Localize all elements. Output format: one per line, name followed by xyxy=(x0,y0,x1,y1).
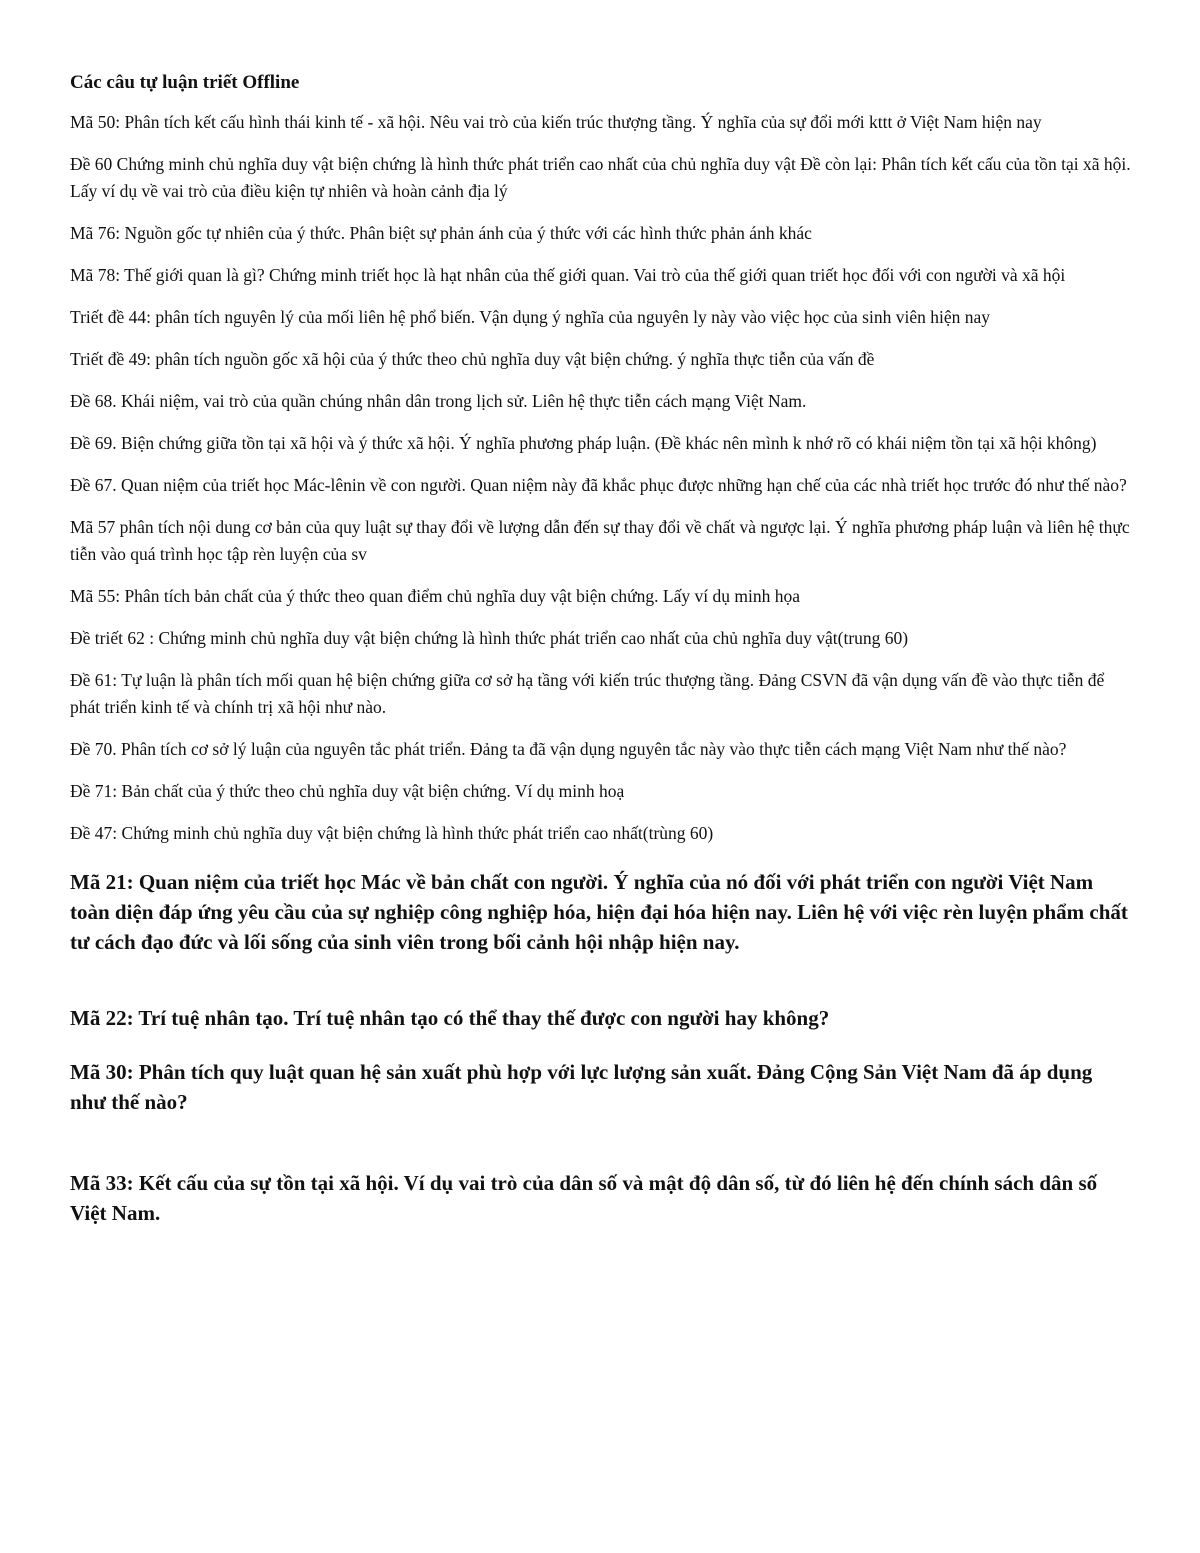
document-page xyxy=(70,70,1132,1228)
question-ma-33: Mã 33: Kết cấu của sự tồn tại xã hội. Ví dụ vai trò của dân số và mật độ dân số, từ đó liên hệ đến chính sách dân số Việt Nam. xyxy=(70,1171,1098,1225)
question-ma-57: Mã 57 phân tích nội dung cơ bản của quy luật sự thay đổi về lượng dẫn đến sự thay đổi về chất và ngược lại. Ý nghĩa phương pháp luận và liên hệ thực tiễn vào quá trình học tập rèn luyện của sv xyxy=(70,517,1130,564)
question-de-47: Đề 47: Chứng minh chủ nghĩa duy vật biện chứng là hình thức phát triển cao nhất(trùng 60) xyxy=(70,823,714,843)
question-de-68: Đề 68. Khái niệm, vai trò của quần chúng nhân dân trong lịch sử. Liên hệ thực tiễn cách mạng Việt Nam. xyxy=(70,391,807,411)
question-de-71: Đề 71: Bản chất của ý thức theo chủ nghĩa duy vật biện chứng. Ví dụ minh hoạ xyxy=(70,781,625,801)
question-de-67: Đề 67. Quan niệm của triết học Mác-lênin về con người. Quan niệm này đã khắc phục được những hạn chế của các nhà triết học trước đó như thế nào? xyxy=(70,475,1127,495)
question-de-62: Đề triết 62 : Chứng minh chủ nghĩa duy vật biện chứng là hình thức phát triển cao nhất của chủ nghĩa duy vật(trung 60) xyxy=(70,628,909,648)
question-ma-30: Mã 30: Phân tích quy luật quan hệ sản xuất phù hợp với lực lượng sản xuất. Đảng Cộng Sản Việt Nam đã áp dụng như thế nào? xyxy=(70,1060,1093,1114)
question-ma-22: Mã 22: Trí tuệ nhân tạo. Trí tuệ nhân tạo có thể thay thế được con người hay không? xyxy=(70,1006,830,1030)
question-de-61: Đề 61: Tự luận là phân tích mối quan hệ biện chứng giữa cơ sở hạ tầng với kiến trúc thượng tầng. Đảng CSVN đã vận dụng vấn đề vào thực tiễn để phát triển kinh tế và chính trị xã hội như nào. xyxy=(70,670,1105,717)
question-de-70: Đề 70. Phân tích cơ sở lý luận của nguyên tắc phát triển. Đảng ta đã vận dụng nguyên tắc này vào thực tiễn cách mạng Việt Nam như thế nào? xyxy=(70,739,1067,759)
question-ma-55: Mã 55: Phân tích bản chất của ý thức theo quan điểm chủ nghĩa duy vật biện chứng. Lấy ví dụ minh họa xyxy=(70,586,800,606)
question-de-49: Triết đề 49: phân tích nguồn gốc xã hội của ý thức theo chủ nghĩa duy vật biện chứng. ý nghĩa thực tiễn của vấn đề xyxy=(70,349,875,369)
question-de-44: Triết đề 44: phân tích nguyên lý của mối liên hệ phổ biến. Vận dụng ý nghĩa của nguyên ly này vào việc học của sinh viên hiện nay xyxy=(70,307,990,327)
document-title: Các câu tự luận triết Offline xyxy=(70,72,300,93)
question-ma-50: Mã 50: Phân tích kết cấu hình thái kinh tế - xã hội. Nêu vai trò của kiến trúc thượng tầng. Ý nghĩa của sự đổi mới kttt ở Việt Nam hiện nay xyxy=(70,112,1042,132)
question-ma-78: Mã 78: Thế giới quan là gì? Chứng minh triết học là hạt nhân của thế giới quan. Vai trò của thế giới quan triết học đối với con người và xã hội xyxy=(70,265,1066,285)
question-ma-76: Mã 76: Nguồn gốc tự nhiên của ý thức. Phân biệt sự phản ánh của ý thức với các hình thức phản ánh khác xyxy=(70,223,812,243)
question-ma-21: Mã 21: Quan niệm của triết học Mác về bản chất con người. Ý nghĩa của nó đối với phát triển con người Việt Nam toàn diện đáp ứng yêu cầu của sự nghiệp công nghiệp hóa, hiện đại hóa hiện nay. Liên hệ với việc rèn luyện phẩm chất tư cách đạo đức và lối sống của sinh viên trong bối cảnh hội nhập hiện nay. xyxy=(70,870,1128,954)
question-de-69: Đề 69. Biện chứng giữa tồn tại xã hội và ý thức xã hội. Ý nghĩa phương pháp luận. (Đề khác nên mình k nhớ rõ có khái niệm tồn tại xã hội không) xyxy=(70,433,1097,453)
question-de-60: Đề 60 Chứng minh chủ nghĩa duy vật biện chứng là hình thức phát triển cao nhất của chủ nghĩa duy vật Đề còn lại: Phân tích kết cấu của tồn tại xã hội. Lấy ví dụ về vai trò của điều kiện tự nhiên và hoàn cảnh địa lý xyxy=(70,154,1131,201)
